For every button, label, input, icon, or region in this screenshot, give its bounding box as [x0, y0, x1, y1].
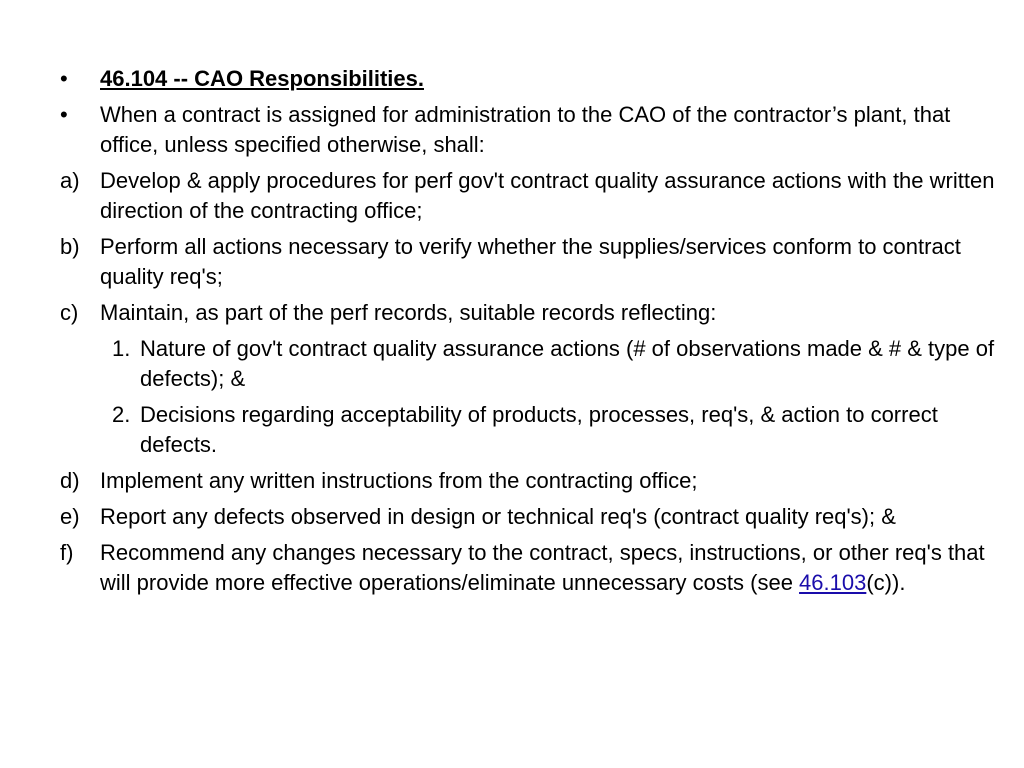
reference-link-46-103[interactable]: 46.103	[799, 570, 867, 595]
list-item-text-before-link: Recommend any changes necessary to the contract, specs, instructions, or other req's that will provide more effective operations/eliminate unnecessary costs (see	[100, 540, 985, 595]
sub-list-marker: 2.	[112, 402, 131, 427]
bullet-intro	[60, 100, 1000, 160]
sub-item-text: Decisions regarding acceptability of products, processes, req's, & action to correct defects.	[140, 402, 938, 457]
list-item-a	[60, 166, 1000, 226]
list-marker: e)	[60, 504, 80, 529]
sub-item-c2	[60, 400, 1000, 460]
list-item-text: Perform all actions necessary to verify whether the supplies/services conform to contract quality req's;	[100, 234, 961, 289]
list-item-e	[60, 502, 1000, 532]
list-item-text: Implement any written instructions from the contracting office;	[100, 468, 698, 493]
bullet-marker: •	[60, 66, 68, 91]
list-marker: f)	[60, 540, 74, 565]
list-item-f	[60, 538, 1000, 598]
list-item-text: Maintain, as part of the perf records, suitable records reflecting:	[100, 300, 717, 325]
sub-item-c1	[60, 334, 1000, 394]
intro-text: When a contract is assigned for administration to the CAO of the contractor’s plant, that office, unless specified otherwise, shall:	[100, 102, 951, 157]
sub-list-marker: 1.	[112, 336, 131, 361]
list-item-b	[60, 232, 1000, 292]
list-marker: c)	[60, 300, 79, 325]
list-marker: a)	[60, 168, 80, 193]
list-marker: d)	[60, 468, 80, 493]
sub-item-text: Nature of gov't contract quality assurance actions (# of observations made & # & type of defects); &	[140, 336, 995, 391]
list-item-d	[60, 466, 1000, 496]
bullet-heading	[60, 64, 1000, 94]
bullet-marker: •	[60, 102, 68, 127]
list-item-text: Report any defects observed in design or technical req's (contract quality req's); &	[100, 504, 896, 529]
list-item-text: Develop & apply procedures for perf gov't contract quality assurance actions with the written direction of the contracting office;	[100, 168, 995, 223]
list-item-text-after-link: (c)).	[866, 570, 906, 595]
list-item-c	[60, 298, 1000, 328]
list-marker: b)	[60, 234, 80, 259]
section-title: 46.104 -- CAO Responsibilities.	[100, 66, 424, 91]
list-item-text	[100, 538, 1000, 598]
slide-content	[60, 64, 1000, 604]
